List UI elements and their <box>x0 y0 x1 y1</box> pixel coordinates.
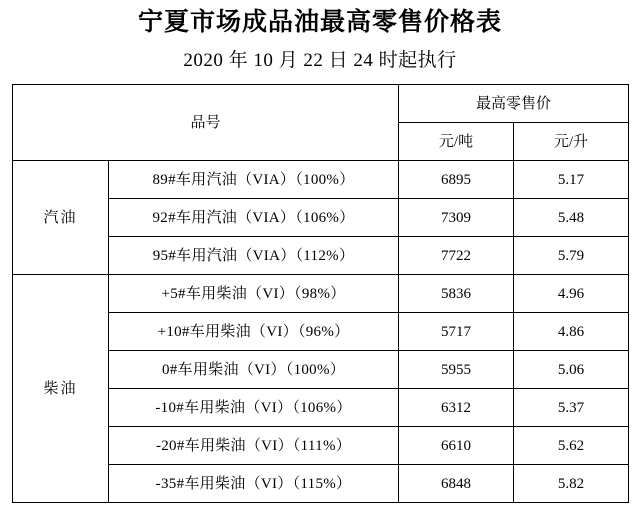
page-subtitle: 2020 年 10 月 22 日 24 时起执行 <box>183 50 457 71</box>
price-per-ton-cell: 5717 <box>399 313 514 351</box>
product-name-cell: 95#车用汽油（VIA）（112%） <box>109 237 399 275</box>
product-name-cell: +10#车用柴油（VI）（96%） <box>109 313 399 351</box>
product-name-cell: -20#车用柴油（VI）（111%） <box>109 427 399 465</box>
price-per-litre-cell: 5.48 <box>514 199 629 237</box>
price-per-litre-cell: 4.96 <box>514 275 629 313</box>
column-header-unit-ton: 元/吨 <box>399 123 514 161</box>
price-per-ton-cell: 6848 <box>399 465 514 503</box>
price-per-ton-cell: 6610 <box>399 427 514 465</box>
category-cell-diesel: 柴油 <box>13 275 109 503</box>
column-header-max-price: 最高零售价 <box>399 85 629 123</box>
price-per-litre-cell: 5.17 <box>514 161 629 199</box>
price-per-litre-cell: 5.79 <box>514 237 629 275</box>
price-table <box>12 84 629 503</box>
price-per-ton-cell: 5836 <box>399 275 514 313</box>
price-per-ton-cell: 7722 <box>399 237 514 275</box>
table-body <box>13 161 629 503</box>
product-name-cell: 0#车用柴油（VI）（100%） <box>109 351 399 389</box>
table-row <box>13 275 629 313</box>
price-per-litre-cell: 5.82 <box>514 465 629 503</box>
product-name-cell: -10#车用柴油（VI）（106%） <box>109 389 399 427</box>
product-name-cell: 89#车用汽油（VIA）（100%） <box>109 161 399 199</box>
product-name-cell: +5#车用柴油（VI）（98%） <box>109 275 399 313</box>
column-header-product: 品号 <box>13 85 399 161</box>
table-header <box>13 85 629 161</box>
price-per-litre-cell: 5.37 <box>514 389 629 427</box>
price-per-litre-cell: 5.62 <box>514 427 629 465</box>
page-title: 宁夏市场成品油最高零售价格表 <box>137 9 502 36</box>
table-row <box>13 161 629 199</box>
price-per-litre-cell: 4.86 <box>514 313 629 351</box>
column-header-unit-litre: 元/升 <box>514 123 629 161</box>
product-name-cell: -35#车用柴油（VI）（115%） <box>109 465 399 503</box>
price-per-litre-cell: 5.06 <box>514 351 629 389</box>
price-per-ton-cell: 7309 <box>399 199 514 237</box>
product-name-cell: 92#车用汽油（VIA）（106%） <box>109 199 399 237</box>
price-per-ton-cell: 6895 <box>399 161 514 199</box>
category-cell-gasoline: 汽油 <box>13 161 109 275</box>
price-per-ton-cell: 5955 <box>399 351 514 389</box>
table-header-row-1 <box>13 85 629 123</box>
price-per-ton-cell: 6312 <box>399 389 514 427</box>
